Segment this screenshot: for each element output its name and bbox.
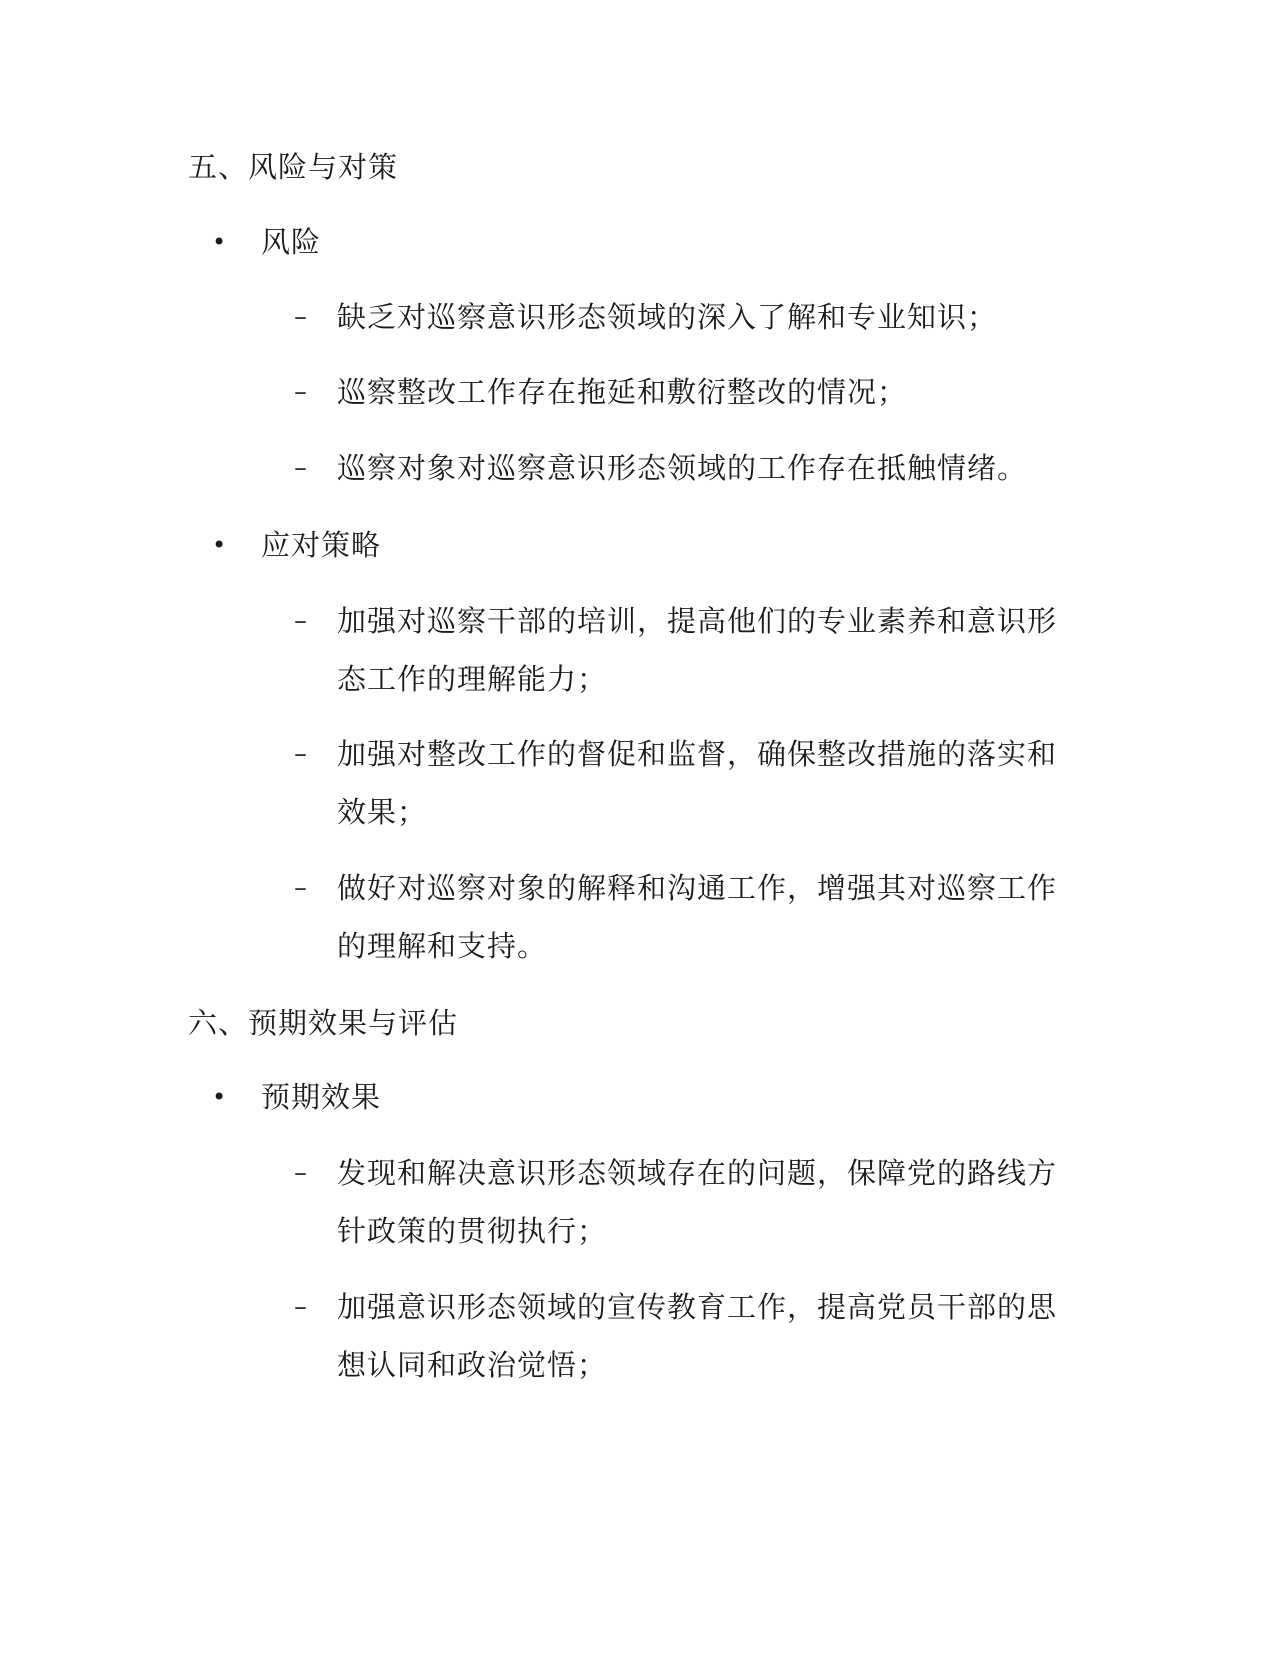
bullet-icon: •: [212, 531, 227, 559]
bullet-icon: •: [212, 1083, 227, 1111]
bullet-item: [0, 1077, 1280, 1117]
section-heading: 六、预期效果与评估: [188, 1006, 459, 1040]
section-heading: 五、风险与对策: [188, 150, 399, 184]
list-item-text: 加强对巡察干部的培训，提高他们的专业素养和意识形态工作的理解能力；: [337, 604, 1058, 696]
bullet-item: [0, 222, 1280, 262]
bullet-item: [0, 525, 1280, 565]
dash-icon: –: [294, 1158, 307, 1188]
dash-icon: –: [294, 377, 307, 407]
list-item-text: 做好对巡察对象的解释和沟通工作，增强其对巡察工作的理解和支持。: [337, 871, 1058, 963]
dash-icon: –: [294, 302, 307, 332]
list-item-text: 加强对整改工作的督促和监督，确保整改措施的落实和效果；: [337, 737, 1058, 829]
dash-icon: –: [294, 1292, 307, 1322]
list-item-text: 发现和解决意识形态领域存在的问题，保障党的路线方针政策的贯彻执行；: [337, 1156, 1058, 1248]
dash-icon: –: [294, 873, 307, 903]
dash-icon: –: [294, 606, 307, 636]
bullet-label: 预期效果: [261, 1080, 382, 1114]
list-item-text: 缺乏对巡察意识形态领域的深入了解和专业知识；: [337, 300, 998, 334]
list-item-text: 加强意识形态领域的宣传教育工作，提高党员干部的思想认同和政治觉悟；: [337, 1290, 1058, 1382]
list-item-text: 巡察对象对巡察意识形态领域的工作存在抵触情绪。: [337, 451, 1028, 485]
bullet-icon: •: [212, 228, 227, 256]
dash-icon: –: [294, 453, 307, 483]
dash-icon: –: [294, 739, 307, 769]
list-item-text: 巡察整改工作存在拖延和敷衍整改的情况；: [337, 375, 908, 409]
bullet-label: 风险: [261, 225, 322, 259]
bullet-label: 应对策略: [261, 528, 382, 562]
